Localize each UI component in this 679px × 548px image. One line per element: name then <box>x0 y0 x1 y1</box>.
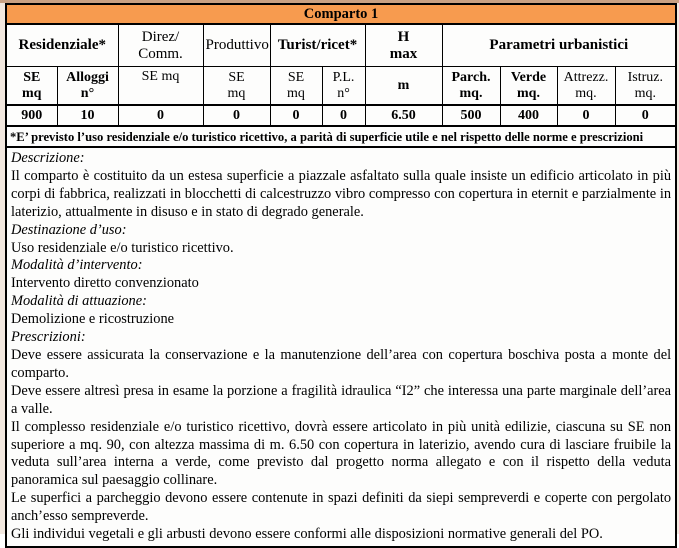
value-pl-n: 0 <box>322 105 365 126</box>
text-line: SE <box>23 69 41 85</box>
text-destinazione-duso: Uso residenziale e/o turistico ricettivo. <box>11 239 234 256</box>
col-group-direz-line1: Direz/ <box>141 28 180 45</box>
col-group-hmax-line2: max <box>389 45 418 62</box>
value-direz-se-mq: 0 <box>118 105 203 126</box>
text-modalita-intervento: Intervento diretto convenzionato <box>11 275 199 292</box>
label-modalita-intervento: Modalità d’intervento: <box>11 257 143 274</box>
value-verde-mq: 400 <box>500 105 557 126</box>
col-group-produttivo: Produttivo <box>203 24 270 67</box>
col-group-parametri-urbanistici: Parametri urbanistici <box>442 24 676 67</box>
text-line: mq. <box>459 85 483 101</box>
col-header-direz-se-mq: SE mq <box>118 67 203 106</box>
text-line: mq. <box>634 85 656 101</box>
value-attrezzature-mq: 0 <box>557 105 615 126</box>
text-line: n° <box>337 85 350 101</box>
footnote-text: *E’ previsto l’uso residenziale e/o turistico ricettivo, a parità di superficie utile e nel rispetto delle norme e prescrizioni <box>6 126 676 147</box>
col-header-pl-n <box>322 67 365 106</box>
text-line: mq. <box>517 85 540 101</box>
footnote-row <box>6 126 676 147</box>
col-header-alloggi-n <box>57 67 118 106</box>
text-line: P.L. <box>332 69 355 85</box>
text-line: Parch. <box>451 69 491 85</box>
label-descrizione: Descrizione: <box>11 150 85 166</box>
description-cell <box>6 147 676 547</box>
text-prescrizione-1: Deve essere assicurata la conservazione e la manutenzione dell’area con copertura boschiva posta a monte del comparto. <box>11 346 672 381</box>
text-line: mq <box>227 85 246 101</box>
value-parcheggio-mq: 500 <box>442 105 500 126</box>
comparto-table <box>5 3 677 548</box>
col-group-residenziale: Residenziale* <box>6 24 118 67</box>
label-destinazione-duso: Destinazione d’uso: <box>11 221 127 238</box>
text-line: SE <box>228 69 245 85</box>
label-prescrizioni: Prescrizioni: <box>11 329 86 346</box>
value-produttivo-se-mq: 0 <box>203 105 270 126</box>
text-line: Verde <box>510 69 547 85</box>
label-modalita-attuazione: Modalità di attuazione: <box>11 293 147 310</box>
text-prescrizione-4: Le superfici a parcheggio devono essere contenute in spazi definiti da siepi sempreverdi e coperte con pergolato anch’esso sempreverde. <box>11 490 672 525</box>
text-line: Attrezz. <box>563 69 609 85</box>
text-line: SE <box>287 69 305 85</box>
text-line: mq <box>22 85 42 101</box>
table-title: Comparto 1 <box>6 4 676 24</box>
value-turist-se-mq: 0 <box>270 105 322 126</box>
text-descrizione: Il comparto è costituito da un estesa superficie a piazzale asfaltato sulla quale insiste un edificio articolato in più corpi di fabbrica, realizzati in blocchetti di calcestruzzo vibro compresso con copertura in eternit e parzialmente in laterizio, attualmente in disuso e in stato di degrado generale. <box>11 167 672 220</box>
text-prescrizione-2: Deve essere altresì presa in esame la porzione a fragilità idraulica “I2” che interessa una parte marginale dell’area a valle. <box>11 382 672 417</box>
values-row <box>6 105 676 126</box>
value-h-max-m: 6.50 <box>365 105 442 126</box>
text-modalita-attuazione: Demolizione e ricostruzione <box>11 311 175 328</box>
col-group-direz-comm <box>118 24 203 67</box>
value-alloggi-n: 10 <box>57 105 118 126</box>
col-group-turist-ricet: Turist/ricet* <box>270 24 365 67</box>
value-istruzione-mq: 0 <box>615 105 676 126</box>
col-group-h-max <box>365 24 442 67</box>
sub-header-row <box>6 67 676 106</box>
text-prescrizione-3: Il complesso residenziale e/o turistico ricettivo, dovrà essere articolato in più unità edilizie, ciascuna su SE non superiore a mq. 90, con altezza massima di m. 6.50 con copertura in laterizio, avendo cura di lasciare fruibile la veduta sull’area interna a verde, come previsto dal progetto norma allegato e con il rispetto della veduta panoramica sul paesaggio collinare. <box>11 418 672 489</box>
col-group-direz-line2: Comm. <box>138 45 183 62</box>
table-title-row <box>6 4 676 24</box>
text-line: mq. <box>575 85 597 101</box>
text-line: Alloggi <box>66 69 109 85</box>
text-prescrizione-5: Gli individui vegetali e gli arbusti devono essere conformi alle disposizioni normative generali del PO. <box>11 526 603 543</box>
description-row <box>6 147 676 547</box>
col-header-res-se-mq <box>6 67 57 106</box>
col-header-m: m <box>365 67 442 106</box>
text-line: n° <box>80 85 95 101</box>
col-group-hmax-line1: H <box>397 28 410 45</box>
col-header-produttivo-se-mq <box>203 67 270 106</box>
text-line: Istruz. <box>627 69 663 85</box>
col-header-istruz-mq <box>615 67 676 106</box>
text-line: mq <box>287 85 305 101</box>
col-header-turist-se-mq <box>270 67 322 106</box>
col-header-parch-mq <box>442 67 500 106</box>
col-header-verde-mq <box>500 67 557 106</box>
col-header-attrezz-mq <box>557 67 615 106</box>
value-residenziale-se-mq: 900 <box>6 105 57 126</box>
group-header-row <box>6 24 676 67</box>
